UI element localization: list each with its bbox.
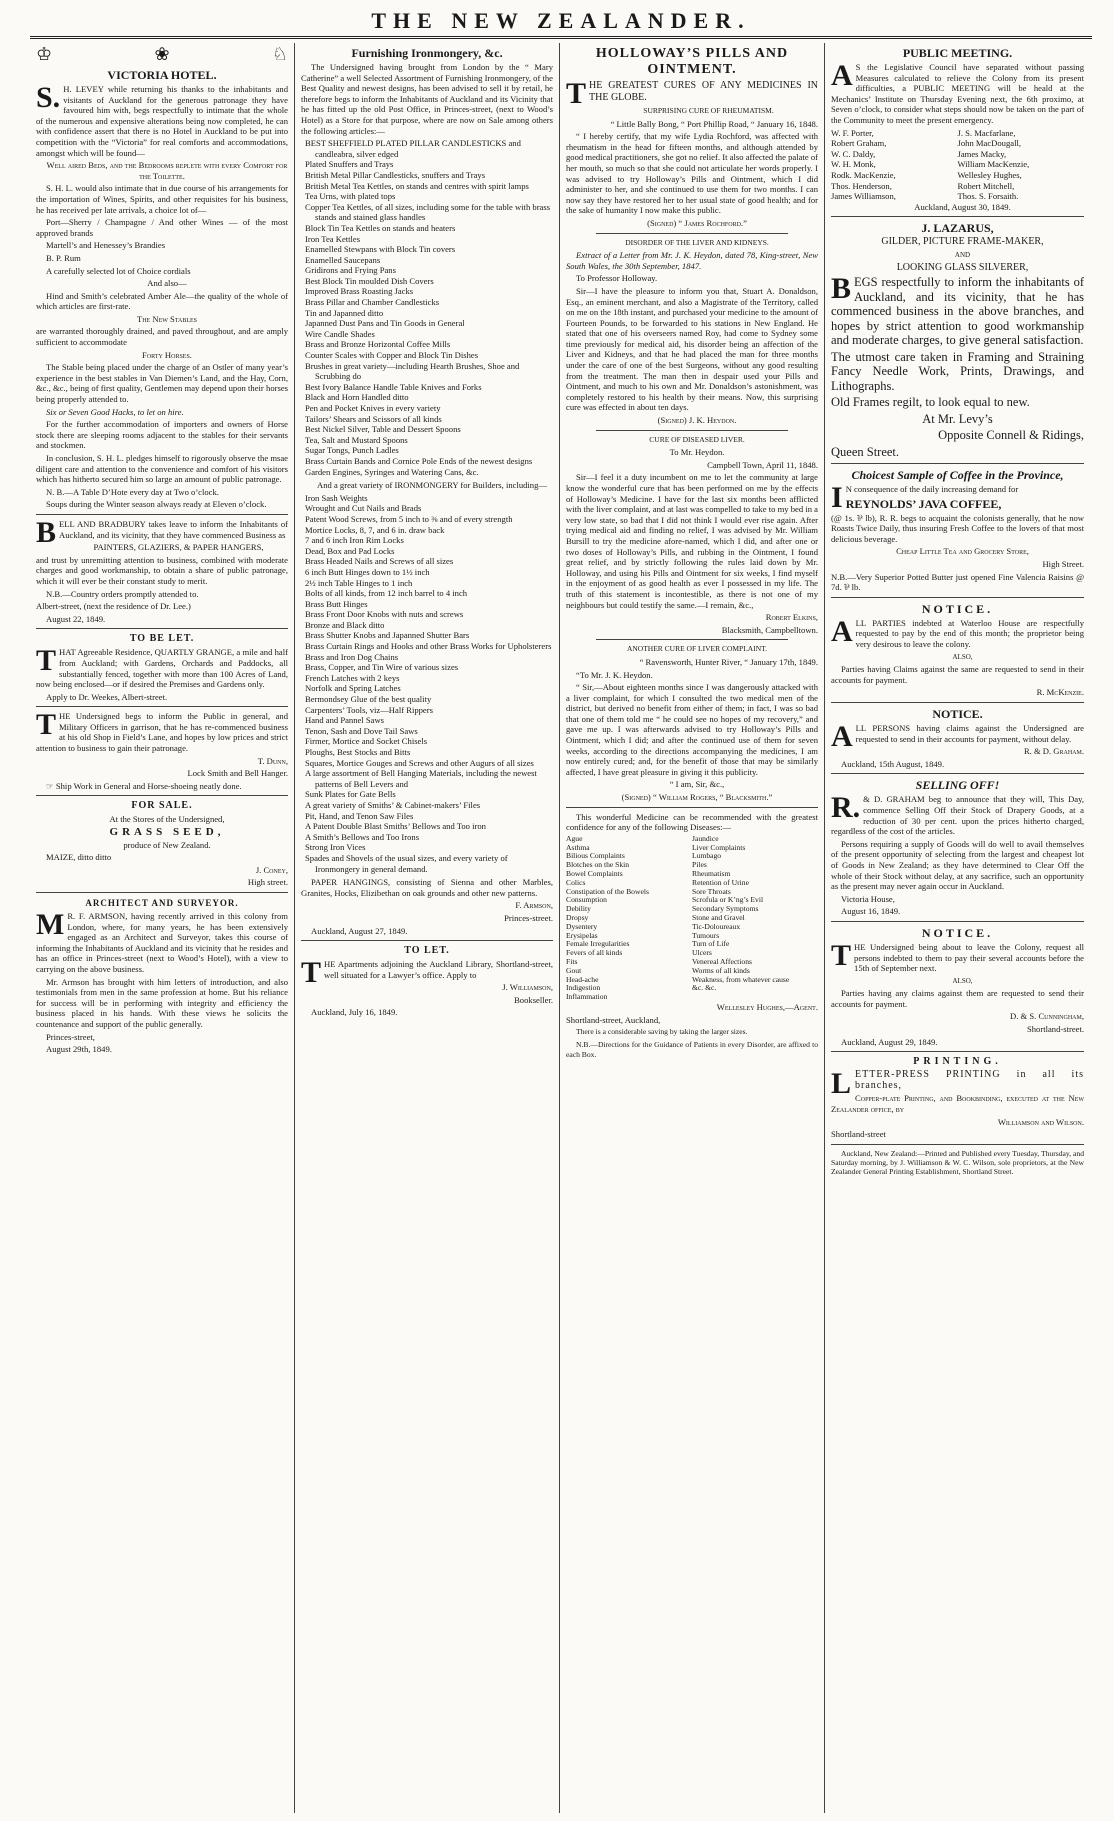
disease-item: Weakness, from whatever cause xyxy=(692,974,790,984)
ironmongery-list-builders xyxy=(301,493,553,874)
disease-item: Erysipelas xyxy=(566,930,598,940)
ironmongery-sub: And a great variety of IRONMONGERY for Builders, including— xyxy=(317,480,547,491)
divider xyxy=(566,807,818,808)
cure1-sig: (Signed) “ James Rochford.” xyxy=(647,217,747,228)
hotel-hacks: Six or Seven Good Hacks, to let on hire. xyxy=(46,406,184,417)
hotel-crest xyxy=(36,43,288,65)
divider xyxy=(831,702,1084,703)
cure1-text: “ I hereby certify, that my wife Lydia Rochford, was affected with rheumatism in the head for fifteen months, and although attended by good medical practitioners, she got no relief. It also affected the palate of her mouth, so much so that she could not articulate her words properly. I was advised to try Holloway’s Pills and Ointment, which I did administer to her, and she continued to use them for two months. I can now say they have restored her to her usual state of good health; and for the sake of humanity I now make this public. xyxy=(566,131,818,216)
cure4-addr: “ Ravensworth, Hunter River, “ January 17th, 1849. xyxy=(639,656,818,667)
tolet2-p: THE Apartments adjoining the Auckland Library, Shortland-street, well situated for a Lawyer’s office. Apply to xyxy=(301,956,553,990)
signer-name: William MacKenzie, xyxy=(957,159,1030,170)
disease-item: Turn of Life xyxy=(692,939,730,949)
signer-name: Rodk. MacKenzie, xyxy=(831,169,896,180)
cure1-addr: “ Little Bally Bong, “ Port Phillip Road, “ January 16, 1848. xyxy=(610,118,818,129)
disease-item: Colics xyxy=(566,877,586,887)
cure2-extract: Extract of a Letter from Mr. J. K. Heydon, dated 78, King-street, New South Wales, the 30th September, 1847. xyxy=(566,250,818,271)
printing-street: Shortland-street xyxy=(831,1129,886,1140)
column-3 xyxy=(560,43,825,1813)
ironmongery-item: Tea Urns, with plated tops xyxy=(305,191,396,202)
hotel-p3: S. H. L. would also intimate that in due course of his arrangements for the importation of Wines, Spirits, and other requisites for his business, he has received per late arrivals, a choice lot of— xyxy=(36,183,289,215)
column-2 xyxy=(295,43,560,1813)
divider xyxy=(301,940,553,941)
dunn-ship xyxy=(36,781,288,792)
hotel-brandies: Martell’s and Henessey’s Brandies xyxy=(46,240,166,251)
signer-name: James Williamson, xyxy=(831,191,896,202)
ironmongery-item: Gridirons and Frying Pans xyxy=(305,265,396,276)
notice1-name: R. McKenzie. xyxy=(1036,687,1084,698)
armson-addr: Princes-street, xyxy=(46,1031,95,1042)
paper-hangings: PAPER HANGINGS, consisting of Sienna and other Marbles, Granites, Hocks, Elizibethan on oak grounds and other new patterns. xyxy=(301,877,553,898)
divider xyxy=(831,463,1084,464)
disease-item: Jaundice xyxy=(692,833,719,843)
ironmongery-item: Sugar Tongs, Punch Ladles xyxy=(305,445,399,456)
ironmongery-item: Tin and Japanned ditto xyxy=(305,307,384,318)
hotel-rum: B. P. Rum xyxy=(46,252,81,263)
hotel-p5: For the further accommodation of importers and owners of Horse stock there are sleeping rooms adjacent to the stables for their servants and stockmen. xyxy=(36,419,288,451)
ironmongery-item: Best Ivory Balance Handle Table Knives and Forks xyxy=(305,381,482,392)
lion-icon: ♔ xyxy=(36,43,53,64)
disease-item: Sore Throats xyxy=(692,886,731,896)
ironmongery-item: Patent Wood Screws, from 5 inch to ⅜ and of every strength xyxy=(305,513,513,524)
notice3-street: Shortland-street. xyxy=(1026,1024,1084,1035)
bell-p1: BELL AND BRADBURY takes leave to inform the Inhabitants of Auckland, and its vicinity, that they have commenced Business as xyxy=(36,515,288,549)
cure3-addr: Campbell Town, April 11, 1848. xyxy=(707,459,818,470)
meeting-text: AS the Legislative Council have separated without passing Measures calculated to relieve the Colony from its present difficulties, a PUBLIC MEETING will be heald at the Mechanics’ Institute on Thursday Evening next, the 6th proximo, at Seven o’clock, to consider what steps should now be taken on the part of the Community to meet the present emergency. xyxy=(831,59,1084,125)
notice3-p2: Parties having any claims against them are requested to send their accounts for payment. xyxy=(831,988,1084,1009)
ironmongery-item: Enamelled Saucepans xyxy=(305,254,381,265)
holloway-recommend: This wonderful Medicine can be recommended with the greatest confidence for any of the following Diseases:— xyxy=(566,811,818,833)
cure2-sig: (Signed) J. K. Heydon. xyxy=(657,415,737,426)
bell-date: August 22, 1849. xyxy=(46,613,106,624)
forsale-p1: At the Stores of the Undersigned, xyxy=(109,814,225,825)
notice2-title: NOTICE. xyxy=(932,707,983,721)
disease-item: Tic-Doloureaux xyxy=(692,921,741,931)
ironmongery-item: Brass, Copper, and Tin Wire of various sizes xyxy=(305,662,459,673)
disease-item: Rheumatism xyxy=(692,869,731,878)
cure4-text: “ Sir,—About eighteen months since I was dangerously attacked with a liver complaint, for which I consulted the two medical men of the district, but derived no benefit from either of them; in fact, I was so bad that one of them told me “ he could see no hopes of my recovery,” and gave me up. I was afterwards advised to try Holloway’s Pills and Ointment, which I did; and after the continued use of them for seven weeks, according to the directions accompanying the medicines, I am now entirely cured; and, for the benefit of those that may be similarly affected, I have great pleasure in giving it this publicity. xyxy=(566,682,818,777)
holloway-lead: THE GREATEST CURES OF ANY MEDICINES IN THE GLOBE. xyxy=(566,77,818,110)
disease-item: &c. &c. xyxy=(692,983,717,993)
cure4-to: “To Mr. J. K. Heydon. xyxy=(576,669,653,680)
cure3-to: To Mr. Heydon. xyxy=(669,447,725,458)
ironmongery-item: Wrought and Cut Nails and Brads xyxy=(305,503,422,514)
lazarus-name: J. LAZARUS, xyxy=(921,221,994,236)
ironmongery-item: Copper Tea Kettles, of all sizes, including some for the table with brass stands and stained glass handles xyxy=(305,201,551,223)
armson-p1: MR. F. ARMSON, having recently arrived in this colony from London, where, for many years, he has been extensively engaged as an Architect and Surveyor, takes this course of informing the Inhabitants of Auckland and its vicinity that he resides and has an office in Princes-street (next to Wood’s Hotel), with a view to carrying on the above business. xyxy=(36,908,288,974)
ironmongery-item: Bermondsey Glue of the best quality xyxy=(305,694,432,705)
disease-item: Inflammation xyxy=(566,992,608,1002)
ironmongery-item: Brass Curtain Bands and Cornice Pole Ends of the newest designs xyxy=(305,455,533,466)
notice3-title: NOTICE. xyxy=(921,925,994,940)
hotel-horses: Forty Horses. xyxy=(142,349,192,360)
disease-item: Debility xyxy=(566,904,591,914)
disease-item: Consumption xyxy=(566,895,607,905)
ironmongery-addr: Princes-street. xyxy=(504,912,553,923)
ironmongery-name: F. Armson, xyxy=(515,900,553,911)
ironmongery-item: Iron Sash Weights xyxy=(305,492,368,503)
ironmongery-item: Norfolk and Spring Latches xyxy=(305,683,401,694)
hotel-wines: Port—Sherry / Champagne / And other Wines — of the most approved brands xyxy=(36,217,288,238)
disease-item: Fevers of all kinds xyxy=(566,948,623,958)
notice3-also: ALSO, xyxy=(952,976,973,985)
ironmongery-item: Plated Snuffers and Trays xyxy=(305,159,394,170)
coffee-p: IN consequence of the daily increasing demand for xyxy=(831,481,1019,515)
cure2-heading: DISORDER OF THE LIVER AND KIDNEYS. xyxy=(625,237,769,247)
bell-trade: PAINTERS, GLAZIERS, & PAPER HANGERS, xyxy=(93,542,264,553)
holloway-saving: There is a considerable saving by taking the larger sizes. xyxy=(576,1027,748,1037)
ironmongery-item: 2½ inch Table Hinges to 1 inch xyxy=(305,577,413,588)
ironmongery-item: Hand and Pannel Saws xyxy=(305,715,385,726)
hotel-title: VICTORIA HOTEL. xyxy=(107,68,217,82)
ironmongery-item: Spades and Shovels of the usual sizes, and every variety of Ironmongery in general demand. xyxy=(305,852,508,874)
notice3-name: D. & S. Cunningham, xyxy=(1010,1011,1084,1022)
ironmongery-item: Carpenters’ Tools, viz—Half Rippers xyxy=(305,704,433,715)
dunn-ship-text: Ship Work in General and Horse-shoeing neatly done. xyxy=(55,780,242,791)
disease-item: Female Irregularities xyxy=(566,939,630,949)
ironmongery-item: French Latches with 2 keys xyxy=(305,672,400,683)
hotel-ale: Hind and Smith’s celebrated Amber Ale—the quality of the whole of which articles are first-rate. xyxy=(36,290,288,312)
selling-date: August 16, 1849. xyxy=(841,906,901,917)
coffee-title: Choicest Sample of Coffee in the Province, xyxy=(851,468,1064,483)
ironmongery-title: Furnishing Ironmongery, &c. xyxy=(351,46,503,60)
notice2-name: R. & D. Graham. xyxy=(1023,746,1084,757)
disease-item: Head-ache xyxy=(566,974,599,984)
ironmongery-item: A large assortment of Bell Hanging Materials, including the newest patterns of Bell Levers and xyxy=(305,768,537,789)
notice2-p: ALL PERSONS having claims against the Undersigned are requested to send in their accounts for payment, without delay. xyxy=(831,720,1084,753)
coffee-store: Cheap Little Tea and Grocery Store, xyxy=(896,546,1029,557)
ironmongery-item: Tenon, Sash and Dove Tail Saws xyxy=(305,725,418,736)
ironmongery-item: 6 inch Butt Hinges down to 1½ inch xyxy=(305,566,430,577)
signer-name: Robert Graham, xyxy=(831,138,887,149)
ironmongery-item: Best Nickel Silver, Table and Dessert Spoons xyxy=(305,424,461,435)
divider xyxy=(831,1051,1084,1052)
ironmongery-item: Brass Headed Nails and Screws of all sizes xyxy=(305,556,454,567)
ironmongery-item: Squares, Mortice Gouges and Screws and other Augurs of all sizes xyxy=(305,757,534,768)
disease-lists xyxy=(566,835,818,1002)
notice3-date: Auckland, August 29, 1849. xyxy=(841,1036,938,1047)
lazarus-at: At Mr. Levy’s xyxy=(922,411,993,426)
printing-title: PRINTING. xyxy=(913,1056,1002,1068)
ironmongery-item: Firmer, Mortice and Socket Chisels xyxy=(305,736,428,747)
forsale-item1: GRASS SEED, xyxy=(109,826,225,839)
pointing-hand-icon: ☞ xyxy=(46,780,56,791)
armson-p2: Mr. Armson has brought with him letters of introduction, and also testimonials from men in the same profession at home. But his reliance for success will be in performing with integrity and efficiency the business placed in his hands. With these views he solicits the countenance and support of the public generally. xyxy=(36,976,288,1029)
meeting-title: PUBLIC MEETING. xyxy=(902,46,1013,60)
ironmongery-item: Black and Horn Handled ditto xyxy=(305,392,409,403)
coffee-street: High Street. xyxy=(1042,559,1084,570)
divider xyxy=(831,921,1084,922)
lazarus-p3: Old Frames regilt, to look equal to new. xyxy=(831,395,1030,410)
ironmongery-item: Ploughs, Best Stocks and Bitts xyxy=(305,747,411,757)
notice1-title: NOTICE. xyxy=(921,601,994,616)
disease-item: Bowel Complaints xyxy=(566,869,623,878)
divider xyxy=(831,1144,1084,1145)
lazarus-p2: The utmost care taken in Framing and Straining Fancy Needle Work, Prints, Drawings, and Lithographs. xyxy=(831,349,1084,393)
selling-addr: Victoria House, xyxy=(841,893,895,904)
divider xyxy=(831,216,1084,217)
hotel-cordials: A carefully selected lot of Choice cordials xyxy=(46,265,191,276)
ironmongery-list-household xyxy=(301,138,553,477)
printing-p2: Copper-plate Printing, and Bookbinding, executed at the New Zealander office, by xyxy=(831,1093,1084,1115)
selling-p2: Persons requiring a supply of Goods will do well to avail themselves of the present opportunity of selecting from the largest and cheapest lot of Goods in New Zealand; as they have determined to Clear Off the whole of their Stock without delay, at any sacrifice, such an opportunity as the present may never again occur in Auckland. xyxy=(831,838,1084,892)
disease-list-b xyxy=(692,835,818,1002)
disease-item: Ulcers xyxy=(692,948,712,958)
meeting-date: Auckland, August 30, 1849. xyxy=(914,201,1011,212)
forsale-item1b: produce of New Zealand. xyxy=(123,839,211,850)
lazarus-p1: BEGS respectfully to inform the inhabitants of Auckland, and its vicinity, that he has commenced business in the above branches, and hopes by strict attention to good workmanship and moderate charges, to give general satisfaction. xyxy=(831,272,1084,348)
divider xyxy=(831,773,1084,774)
disease-item: Piles xyxy=(692,860,707,870)
disease-item: Bilious Complaints xyxy=(566,851,625,861)
ironmongery-item: Counter Scales with Copper and Block Tin Dishes xyxy=(305,350,479,361)
disease-item: Indigestion xyxy=(566,983,601,993)
forsale-title: FOR SALE. xyxy=(131,800,193,812)
selling-title: SELLING OFF! xyxy=(915,778,1000,793)
columns xyxy=(30,43,1092,1813)
ironmongery-item: A Patent Double Blast Smiths’ Bellows and Too iron xyxy=(305,821,486,832)
divider xyxy=(596,233,788,234)
printing-name: Williamson and Wilson. xyxy=(997,1116,1084,1127)
hotel-also: And also— xyxy=(147,278,187,289)
dunn-p1: THE Undersigned begs to inform the Public in general, and Military Officers in garrison, that he has re-commenced business at his old Shop in Field’s Lane, and hopes by low prices and strict attention to business to gain their patronage. xyxy=(36,708,288,754)
ironmongery-item: Block Tin Tea Kettles on stands and heaters xyxy=(305,222,456,233)
disease-item: Venereal Affections xyxy=(692,956,752,966)
signer-name: W. C. Daldy, xyxy=(831,148,876,159)
signers-list-b xyxy=(958,128,1085,202)
ironmongery-item: Mortice Locks, 8, 7, and 6 in. draw back xyxy=(305,524,445,535)
ironmongery-item: Bronze and Black ditto xyxy=(305,619,385,630)
lazarus-trade2: LOOKING GLASS SILVERER, xyxy=(896,261,1029,273)
disease-item: Dysentery xyxy=(566,921,598,931)
selling-p: R.& D. GRAHAM beg to announce that they will, This Day, commence Selling Off their Stock of Drapery Goods, at a reduction of 30 per cent. upon the prices hitherto charged, regardless of the cost of the articles. xyxy=(831,791,1084,837)
tolet2-date: Auckland, July 16, 1849. xyxy=(311,1007,398,1018)
ironmongery-item: Sunk Plates for Gate Bells xyxy=(305,789,396,800)
divider xyxy=(36,514,288,515)
notice1-p: ALL PARTIES indebted at Waterloo House are respectfully requested to pay by the end of this month; the proprietor being very desirous to leave the colony. xyxy=(831,614,1084,650)
bell-addr: Albert-street, (next the residence of Dr. Lee.) xyxy=(36,601,191,612)
ironmongery-item: Pen and Pocket Knives in every variety xyxy=(305,403,441,413)
notice1-p2: Parties having Claims against the same are requested to send in their accounts for payment. xyxy=(831,664,1084,685)
ironmongery-item: Pit, Hand, and Tenon Saw Files xyxy=(305,810,414,821)
disease-item: Stone and Gravel xyxy=(692,912,745,922)
holloway-title: HOLLOWAY’S PILLS AND OINTMENT. xyxy=(595,46,789,77)
ironmongery-item: Dead, Box and Pad Locks xyxy=(305,545,395,556)
disease-item: Gout xyxy=(566,965,582,975)
ironmongery-item: Tea, Salt and Mustard Spoons xyxy=(305,434,408,445)
armson-date: August 29th, 1849. xyxy=(46,1044,112,1055)
disease-item: Worms of all kinds xyxy=(692,965,750,975)
armson-title: ARCHITECT AND SURVEYOR. xyxy=(85,898,239,908)
cure3-trade: Blacksmith, Campbelltown. xyxy=(721,624,818,635)
cure4-sig: (Signed) “ William Rogers, “ Blacksmith.” xyxy=(621,792,773,803)
divider xyxy=(36,706,288,707)
divider xyxy=(596,430,788,431)
cure3-text: Sir—I feel it a duty incumbent on me to let the community at large know the wonderful cure that has been performed on me by the effects of Holloway’s Medicine. I have for the last six months been afflicted with the liver complaint, and at last was compelled to take to my bed in a very low state, so bad that I did not think I would ever rise again. After trying medical aid and finding no relief, I was advised by Mr. William Bursill to try the medicine afore-named, which I did, and after one or two doses of Holloway’s Pills, and rubbing in the Ointment, I found great relief, and by strictly following the rules laid down by Mr. Holloway, and using his Pills and Ointment for six weeks, I find myself in the enjoyment of as good health as ever I possessed in my life. The truth of this statement is incontestible, as there is not one of my neighbours but could testify the same.—I remain, &c., xyxy=(566,472,818,610)
ironmongery-item: Best Block Tin moulded Dish Covers xyxy=(305,275,434,286)
ironmongery-item: Brass Shutter Knobs and Japanned Shutter Bars xyxy=(305,630,470,641)
signer-name: John MacDougall, xyxy=(957,138,1021,149)
notice3-p: THE Undersigned being about to leave the Colony, request all persons indebted to them to pay their several accounts before the 15th of September next. xyxy=(831,938,1084,974)
ironmongery-item: Iron Tea Kettles xyxy=(305,233,361,244)
ironmongery-item: Brass and Bronze Horizontal Coffee Mills xyxy=(305,339,451,350)
ironmongery-item: Brass Butt Hinges xyxy=(305,598,368,609)
imprint: Auckland, New Zealand:—Printed and Published every Tuesday, Thursday, and Saturday morning, by J. Williamson & W. C. Wilson, sole proprietors, at the New Zealander General Printing Establishment, Shortland Street. xyxy=(831,1148,1084,1176)
cure1-heading: SURPRISING CURE OF RHEUMATISM. xyxy=(643,106,774,115)
cure4-sign: “ I am, Sir, &c., xyxy=(669,779,725,790)
holloway-agent: Wellesley Hughes,—Agent. xyxy=(716,1001,818,1012)
ironmongery-item: Brass and Iron Dog Chains xyxy=(305,651,399,662)
divider xyxy=(36,795,288,796)
lazarus-and: AND xyxy=(954,250,971,259)
ironmongery-item: Garden Engines, Syringes and Watering Cans, &c. xyxy=(305,466,479,477)
disease-item: Fits xyxy=(566,956,578,966)
crown-icon: ❀ xyxy=(154,43,170,64)
holloway-agent-addr: Shortland-street, Auckland, xyxy=(566,1014,661,1025)
holloway-nb: N.B.—Directions for the Guidance of Patients in every Disorder, are affixed to each Box. xyxy=(566,1039,818,1060)
coffee-name: REYNOLDS’ JAVA COFFEE, xyxy=(845,496,1002,511)
tolet2-trade: Bookseller. xyxy=(514,994,553,1005)
unicorn-icon: ♘ xyxy=(271,43,288,64)
tolet-p1: THAT Agreeable Residence, QUARTLY GRANGE, a mile and half from Auckland; with Gardens, Orchards and Paddocks, all substantially fenced, together with more than 100 Acres of Land, now being enclosed—or if desired the Premises and Gardens only. xyxy=(36,644,288,690)
ironmongery-item: A Smith’s Bellows and Too Irons xyxy=(305,831,420,842)
signer-name: James Macky, xyxy=(957,148,1007,159)
signer-name: W. F. Porter, xyxy=(831,127,874,138)
signer-name: Wellesley Hughes, xyxy=(957,169,1022,180)
ironmongery-item: BEST SHEFFIELD PLATED PILLAR CANDLESTICKS and candleabra, silver edged xyxy=(305,138,521,159)
signers-list-a xyxy=(831,128,958,202)
hotel-stables-heading: The New Stables xyxy=(136,313,198,324)
disease-item: Retention of Urine xyxy=(692,877,749,887)
cure2-text: Sir—I have the pleasure to inform you that, Stuart A. Donaldson, Esq., an eminent merchant, and also a Magistrate of the Territory, called on me on the 18th instant, and purchased your medicine to the amount of Fourteen Pounds, to be forwarded to his stations in New England. He stated that one of his overseers named Roy, had come to Sydney some time previously for medical aid, his disorder being an affection of the Liver and Kidneys, and that he had placed the man for three months under the care of one of the best Surgeons, without any good resulting from the treatment. The man then in despair used your Pills and Ointment, and much to his own and Mr. Donaldson’s astonishment, was completely restored to his health by their means. Now, this surprising cure was effected in about ten days. xyxy=(566,285,818,413)
hotel-stables: are warranted thoroughly drained, and paved throughout, and are amply sufficient to accommodate xyxy=(36,326,288,348)
column-1 xyxy=(30,43,295,1813)
masthead: THE NEW ZEALANDER. xyxy=(30,6,1092,39)
disease-item: Scrofula or K’ng’s Evil xyxy=(692,895,764,905)
disease-item: Constipation of the Bowels xyxy=(566,886,649,896)
signer-name: J. S. Macfarlane, xyxy=(957,127,1016,138)
signer-name: Thos. Henderson, xyxy=(831,180,892,191)
divider xyxy=(36,628,288,629)
hotel-nb: N. B.—A Table D’Hote every day at Two o’clock. xyxy=(46,486,219,497)
tolet-title: TO BE LET. xyxy=(129,633,195,645)
bell-nb: N.B.—Country orders promptly attended to. xyxy=(46,588,199,599)
disease-item: Lumbago xyxy=(692,851,722,861)
ironmongery-item: Brushes in great variety—including Hearth Brushes, Shoe and Scrubbing do xyxy=(305,360,520,382)
notice2-date: Auckland, 15th August, 1849. xyxy=(841,758,945,769)
coffee-p2: (@ 1s. ⅌ lb), R. R. begs to acquaint the colonists generally, that he now Roasts Twice Daily, thus insuring Fresh Coffee to the lovers of that most delicious beverage. xyxy=(831,512,1084,544)
lazarus-body xyxy=(831,272,1084,459)
ironmongery-item: Wire Candle Shades xyxy=(305,328,375,339)
ironmongery-item: Japanned Dust Pans and Tin Goods in General xyxy=(305,318,465,329)
notice1-also: ALSO, xyxy=(952,652,973,661)
dunn-name: T. Dunn, xyxy=(257,755,288,766)
divider xyxy=(831,597,1084,598)
hotel-p1: S.H. LEVEY while returning his thanks to the inhabitants and visitants of Auckland for the generous patronage they have favoured him with, begs respectfully to intimate that the whole of the numerous and expensive alterations being now completed, he can with confidence assert that there is no Hotel in Auckland to be put into competition with the “Victoria” for real comforts and accommodations, amongst which will be found— xyxy=(36,81,288,158)
disease-item: Secondary Symptoms xyxy=(692,904,759,914)
disease-item: Dropsy xyxy=(566,912,589,922)
signer-name: W. H. Monk, xyxy=(831,159,876,170)
cure4-heading: ANOTHER CURE OF LIVER COMPLAINT. xyxy=(626,644,768,654)
forsale-addr: High street. xyxy=(247,877,288,888)
ironmongery-item: British Metal Pillar Candlesticks, snuffers and Trays xyxy=(305,169,486,180)
divider xyxy=(36,892,288,893)
dunn-trade: Lock Smith and Bell Hanger. xyxy=(187,768,288,779)
meeting-signers xyxy=(831,128,1084,202)
ironmongery-item: Bolts of all kinds, from 12 inch barrel to 4 inch xyxy=(305,588,468,599)
disease-list-a xyxy=(566,835,692,1002)
hotel-p6: In conclusion, S. H. L. pledges himself to rigorously observe the msae diligent care and attention to the convenience and comfort of his visitors which has hitherto secured him so large an amount of public patronage. xyxy=(36,453,288,485)
bell-p2: and trust by unremitting attention to business, combined with moderate charges and good workmanship, to obtain a share of public patronage, which it will ever be their constant study to merit. xyxy=(36,554,288,586)
tolet-apply: Apply to Dr. Weekes, Albert-street. xyxy=(46,691,168,702)
printing-p: LETTER-PRESS PRINTING in all its branches, xyxy=(831,1067,1084,1101)
cure3-heading: CURE OF DISEASED LIVER. xyxy=(649,434,745,444)
disease-item: Blotches on the Skin xyxy=(566,860,630,870)
ironmongery-item: Brass Curtain Rings and Hooks and other Brass Works for Upholsterers xyxy=(305,641,552,652)
forsale-name: J. Coney, xyxy=(255,864,288,875)
disease-item: Liver Complaints xyxy=(692,842,746,852)
disease-item: Ague xyxy=(566,833,583,843)
coffee-nb: N.B.—Very Superior Potted Butter just opened Fine Valencia Raisins @ 7d. ⅌ lb. xyxy=(831,571,1084,593)
lazarus-opp: Opposite Connell & Ridings, xyxy=(938,428,1084,443)
ironmongery-date: Auckland, August 27, 1849. xyxy=(311,925,408,936)
lazarus-street: Queen Street. xyxy=(831,444,900,459)
ironmongery-item: British Metal Tea Kettles, on stands and centres with spirit lamps xyxy=(305,180,529,191)
forsale-item2: MAIZE, ditto ditto xyxy=(46,852,112,863)
hotel-p2: Well aired Beds, and the Bedrooms replete with every Comfort for the Toilette. xyxy=(46,160,288,181)
divider xyxy=(596,639,788,640)
signer-name: Thos. S. Forsaith. xyxy=(957,191,1019,202)
ironmongery-item: Brass Pillar and Chamber Candlesticks xyxy=(305,297,440,308)
ironmongery-item: Tailors’ Shears and Scissors of all kinds xyxy=(305,413,442,424)
cure3-sig: Robert Elkins, xyxy=(765,612,818,623)
disease-item: Tumours xyxy=(692,930,720,940)
ironmongery-item: Improved Brass Roasting Jacks xyxy=(305,286,414,297)
cure2-to: To Professor Holloway. xyxy=(576,273,658,284)
lazarus-trade: GILDER, PICTURE FRAME-MAKER, xyxy=(881,236,1044,248)
signer-name: Robert Mitchell, xyxy=(957,180,1015,191)
ironmongery-intro: The Undersigned having brought from London by the “ Mary Catherine” a well Selected Assortment of Furnishing Ironmongery, of the Best Quality and newest designs, has been advised to sell it by retail, he therefore begs to inform the Inhabitants of Auckland and its Vicinity that he has fitted up the old Post Office, in Princes-street, (next to Wood’s Hotel) as a Store for that purpose, where are now on Sale among others the following articles:— xyxy=(301,62,553,136)
hotel-p4: The Stable being placed under the charge of an Ostler of many year’s experience in the best stables in Van Diemen’s Land, and the Hay, Corn, &c., &c., being of first quality, Gentlemen may depend upon their horses being properly attended to. xyxy=(36,362,288,405)
tolet2-title: TO LET. xyxy=(404,945,450,957)
disease-item: Asthma xyxy=(566,842,590,852)
column-4 xyxy=(825,43,1090,1813)
ironmongery-item: 7 and 6 inch Iron Rim Locks xyxy=(305,535,404,546)
ironmongery-item: Enamelled Stewpans with Block Tin covers xyxy=(305,244,456,255)
tolet2-name: J. Williamson, xyxy=(502,982,553,993)
hotel-soups: Soups during the Winter season always ready at Eleven o’clock. xyxy=(46,499,267,510)
ironmongery-item: Brass Front Door Knobs with nuts and screws xyxy=(305,609,464,620)
ironmongery-item: Strong Iron Vices xyxy=(305,842,366,853)
ironmongery-item: A great variety of Smiths’ & Cabinet-makers’ Files xyxy=(305,799,481,810)
